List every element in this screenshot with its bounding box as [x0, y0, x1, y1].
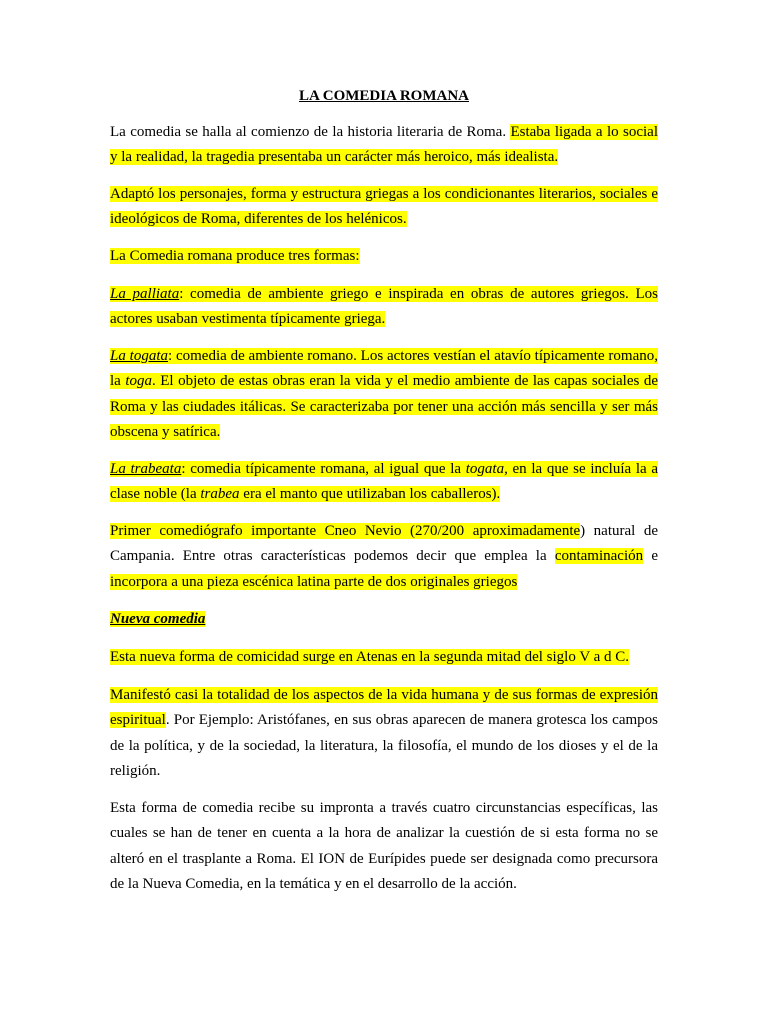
- manifesto-text: . Por Ejemplo: Aristófanes, en sus obras aparecen de manera grotesca los campos de la política, y de la sociedad, la literatura, la filosofía, el mundo de los dioses y el de la religión.: [110, 712, 658, 780]
- trabeata-text-c: era el manto que utilizaban los caballeros).: [239, 486, 501, 503]
- palliata-term: La palliata: [110, 286, 180, 302]
- nueva-comedia-heading: Nueva comedia: [110, 611, 206, 627]
- trabea-word: trabea: [200, 486, 240, 503]
- paragraph-impronta: [110, 796, 658, 898]
- paragraph-manifesto: [110, 683, 658, 785]
- trabeata-text-b: , en la que se incluía la a clase noble (la: [110, 461, 658, 503]
- paragraph-nevio: [110, 519, 658, 595]
- three-forms-highlight: La Comedia romana produce tres formas:: [110, 248, 360, 264]
- paragraph-intro: [110, 120, 658, 171]
- nevio-highlight-e: incorpora a una pieza escénica latina parte de dos originales griegos: [110, 573, 518, 590]
- paragraph-trabeata: [110, 457, 658, 508]
- contaminacion-highlight: contaminación: [554, 548, 644, 565]
- paragraph-three-forms: [110, 244, 658, 269]
- paragraph-adaptation: [110, 182, 658, 233]
- trabeata-term: La trabeata: [110, 461, 182, 477]
- origin-highlight: Esta nueva forma de comicidad surge en Atenas en la segunda mitad del siglo V a d C.: [110, 649, 630, 665]
- togata-highlight: [110, 348, 658, 440]
- manifesto-highlight: Manifestó casi la totalidad de los aspectos de la vida humana y de sus formas de expresión espiritual: [110, 687, 658, 729]
- adaptation-highlight: Adaptó los personajes, forma y estructura griegas a los condicionantes literarios, sociales e ideológicos de Roma, diferentes de los helénicos.: [110, 186, 658, 228]
- trabeata-highlight: [110, 461, 658, 502]
- heading-nueva-comedia: [110, 607, 658, 632]
- nevio-text-d: e: [643, 548, 658, 565]
- paragraph-palliata: [110, 282, 658, 333]
- nevio-highlight-a: Primer comediógrafo importante Cneo Nevio (270/200 aproximadamente: [110, 523, 581, 539]
- palliata-highlight: [110, 286, 658, 327]
- intro-highlight: Estaba ligada a lo social y la realidad, la tragedia presentaba un carácter más heroico, más idealista.: [110, 124, 658, 166]
- intro-text: La comedia se halla al comienzo de la historia literaria de Roma.: [110, 124, 511, 140]
- document-title: LA COMEDIA ROMANA: [298, 88, 469, 104]
- trabeata-text-a: : comedia típicamente romana, al igual que la: [181, 461, 466, 477]
- paragraph-togata: [110, 344, 658, 446]
- paragraph-origin: [110, 645, 658, 670]
- togata-term: La togata: [110, 348, 168, 364]
- nevio-text-b: ) natural de Campania. Entre otras características podemos decir que emplea la: [110, 523, 658, 565]
- togata-text-a: : comedia de ambiente romano. Los actores vestían el atavío típicamente romano, la: [110, 348, 658, 390]
- togata-text-b: . El objeto de estas obras eran la vida y el medio ambiente de las capas sociales de Roma y las ciudades itálicas. Se caracterizaba por tener una acción más sencilla y ser más obscena y satírica.: [110, 373, 659, 441]
- toga-word: toga: [125, 373, 153, 390]
- togata-word: togata: [465, 461, 505, 477]
- impronta-text: Esta forma de comedia recibe su impronta a través cuatro circunstancias específicas, las cuales se han de tener en cuenta a la hora de analizar la cuestión de si esta forma no se alteró en el trasplante a Roma. El ION de Eurípides puede ser designada como precursora de la Nueva Comedia, en la temática y en el desarrollo de la acción.: [110, 800, 658, 893]
- palliata-text: : comedia de ambiente griego e inspirada en obras de autores griegos. Los actores usaban vestimenta típicamente griega.: [110, 286, 658, 328]
